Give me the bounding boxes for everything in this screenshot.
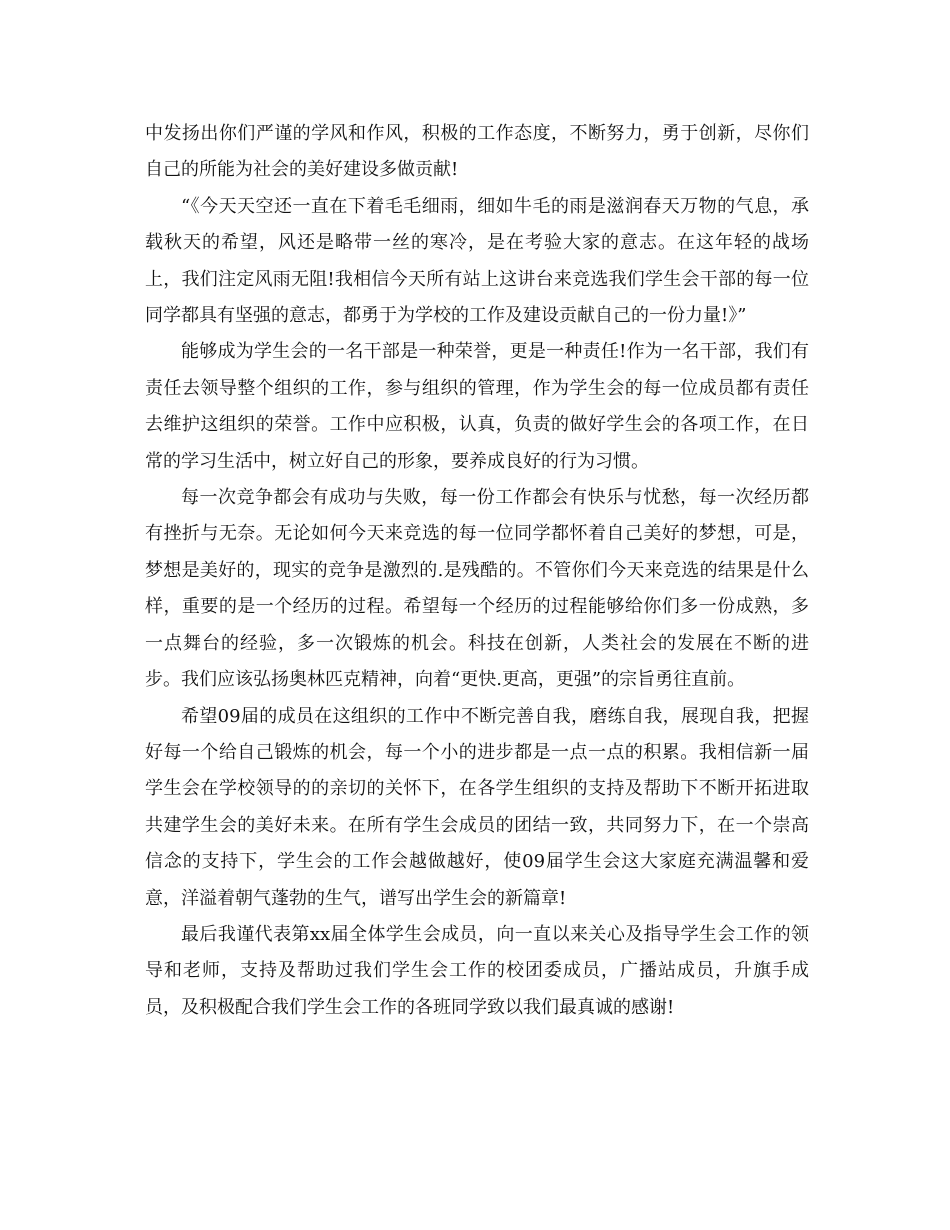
paragraph-hope: 希望09届的成员在这组织的工作中不断完善自我，磨练自我，展现自我，把握好每一个给自己锻炼的机会，每一个小的进步都是一点一点的积累。我相信新一届学生会在学校领导的的亲切的关怀下，在各学生组织的支持及帮助下不断开拓进取共建学生会的美好未来。在所有学生会成员的团结一致，共同努力下，在一个崇高信念的支持下，学生会的工作会越做越好，使09届学生会这大家庭充满温馨和爱意，洋溢着朝气蓬勃的生气，谱写出学生会的新篇章! (145, 705, 809, 909)
paragraph-honor-responsibility: 能够成为学生会的一名干部是一种荣誉，更是一种责任!作为一名干部，我们有责任去领导整个组织的工作，参与组织的管理，作为学生会的每一位成员都有责任去维护这组织的荣誉。工作中应积极，认真，负责的做好学生会的各项工作，在日常的学习生活中，树立好自己的形象，要养成良好的行为习惯。 (145, 341, 809, 472)
paragraph-quote: “《今天天空还一直在下着毛毛细雨，细如牛毛的雨是滋润春天万物的气息，承载秋天的希望，风还是略带一丝的寒冷，是在考验大家的意志。在这年轻的战场上，我们注定风雨无阻!我相信今天所有站上这讲台来竞选我们学生会干部的每一位同学都具有坚强的意志，都勇于为学校的工作及建设贡献自己的一份力量!》” (145, 195, 809, 327)
paragraph-thanks: 最后我谨代表第xx届全体学生会成员，向一直以来关心及指导学生会工作的领导和老师，支持及帮助过我们学生会工作的校团委成员，广播站成员，升旗手成员，及积极配合我们学生会工作的各班同学致以我们最真诚的感谢! (145, 923, 809, 1018)
document-body (145, 116, 809, 1026)
paragraph-competition: 每一次竞争都会有成功与失败，每一份工作都会有快乐与忧愁，每一次经历都有挫折与无奈。无论如何今天来竞选的每一位同学都怀着自己美好的梦想，可是，梦想是美好的，现实的竞争是激烈的.是残酷的。不管你们今天来竞选的结果是什么样，重要的是一个经历的过程。希望每一个经历的过程能够给你们多一份成熟，多一点舞台的经验，多一次锻炼的机会。科技在创新，人类社会的发展在不断的进步。我们应该弘扬奥林匹克精神，向着“更快.更高，更强”的宗旨勇往直前。 (145, 487, 809, 691)
paragraph-continuation: 中发扬出你们严谨的学风和作风，积极的工作态度，不断努力，勇于创新，尽你们自己的所能为社会的美好建设多做贡献! (145, 123, 809, 181)
